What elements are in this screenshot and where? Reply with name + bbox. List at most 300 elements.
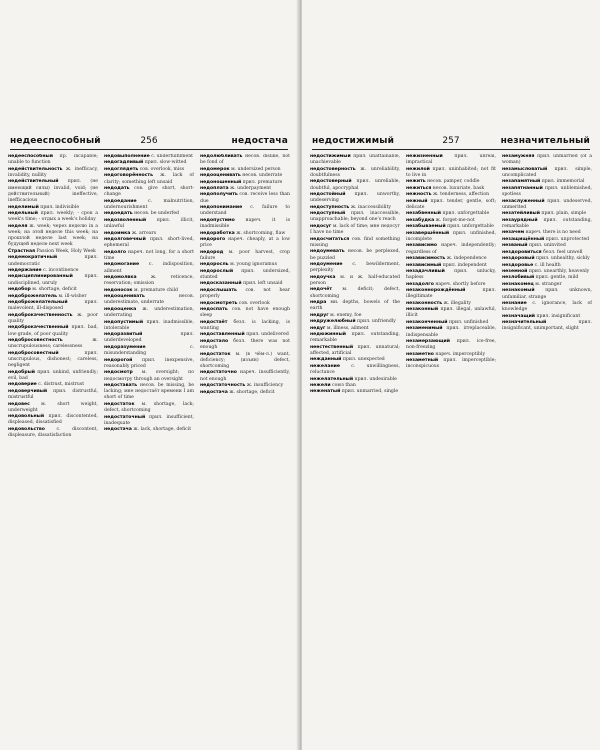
dictionary-entry bbox=[310, 262, 400, 275]
dictionary-entry bbox=[200, 231, 290, 237]
dictionary-entry bbox=[310, 377, 400, 383]
entry-headword: нежизненный bbox=[406, 154, 443, 159]
entry-headword: Страстная bbox=[8, 248, 36, 254]
entry-definition: с. underfulfilment bbox=[151, 154, 193, 159]
entry-definition: прил. unknown, unfamiliar, strange bbox=[502, 288, 592, 300]
dictionary-entry bbox=[104, 199, 194, 212]
dictionary-entry bbox=[406, 269, 496, 282]
entry-definition: ж. illegality bbox=[443, 300, 471, 306]
right-columns bbox=[310, 154, 592, 744]
entry-headword: недра bbox=[310, 300, 327, 305]
dictionary-entry bbox=[200, 192, 290, 205]
dictionary-entry bbox=[200, 154, 290, 167]
entry-headword: недоросль bbox=[200, 262, 229, 268]
entry-headword: незаслуженный bbox=[502, 198, 545, 204]
entry-definition: ж. inaccessibility bbox=[350, 204, 391, 210]
dictionary-entry bbox=[502, 179, 592, 185]
dictionary-entry bbox=[200, 173, 290, 179]
dictionary-entry bbox=[502, 263, 592, 269]
dictionary-entry bbox=[104, 370, 194, 383]
dictionary-entry bbox=[310, 167, 400, 180]
entry-headword: недорого bbox=[200, 236, 226, 242]
entry-headword: незнание bbox=[502, 300, 527, 306]
entry-headword: нежелание bbox=[310, 363, 340, 369]
entry-definition: несов. underestimate, underrate bbox=[104, 294, 194, 306]
entry-definition: сов. not have enough sleep bbox=[200, 307, 290, 319]
entry-definition: с. malnutrition, undernourishment bbox=[104, 198, 194, 210]
right-column-3 bbox=[502, 154, 592, 744]
entry-definition: м. enemy, foe bbox=[330, 312, 362, 318]
entry-definition: прил. unfinished, incomplete bbox=[406, 230, 496, 242]
entry-definition: пр. incapable; unable to function bbox=[8, 154, 98, 166]
entry-definition: прил. unearthly, heavenly bbox=[528, 268, 590, 274]
entry-definition: нареч. cheaply, at a low price bbox=[200, 236, 290, 249]
dictionary-entry bbox=[8, 255, 98, 268]
dictionary-entry bbox=[406, 154, 496, 167]
dictionary-entry bbox=[8, 427, 98, 440]
entry-definition: прил. undeserved, unmerited bbox=[502, 198, 592, 210]
dictionary-entry bbox=[8, 274, 98, 287]
dictionary-entry bbox=[406, 339, 496, 352]
entry-headword: недовольство bbox=[8, 426, 45, 432]
entry-definition: м. undersized person bbox=[231, 166, 281, 172]
entry-definition: м. lack of time; мне недосуг I have no time bbox=[310, 223, 400, 236]
entry-headword: недосуг bbox=[310, 223, 332, 229]
entry-definition: ж. arrears bbox=[131, 230, 157, 236]
entry-headword: недовольный bbox=[8, 414, 45, 420]
dictionary-entry bbox=[310, 319, 400, 325]
entry-headword: недоработка bbox=[200, 230, 235, 236]
entry-headword: недопустимый bbox=[104, 319, 144, 325]
entry-headword: незаметный bbox=[406, 358, 439, 364]
entry-headword: незадачливый bbox=[406, 268, 445, 274]
entry-definition: несов. luxuriate, bask bbox=[432, 185, 485, 191]
entry-definition: прил. weekly; - срок a week's time; - отдых a week's holiday bbox=[8, 211, 98, 223]
dictionary-entry bbox=[8, 351, 98, 370]
dictionary-entry bbox=[200, 390, 290, 396]
dictionary-entry bbox=[406, 282, 496, 288]
entry-definition: прил. independent bbox=[442, 262, 487, 268]
left-running-head bbox=[10, 133, 288, 150]
entry-headword: недобрый bbox=[8, 369, 36, 375]
dictionary-entry bbox=[8, 414, 98, 427]
entry-definition: безл. is lacking, is wanting bbox=[200, 319, 290, 331]
entry-headword: недолго bbox=[104, 249, 127, 255]
dictionary-entry bbox=[200, 301, 290, 307]
entry-headword: недоступный bbox=[310, 211, 346, 217]
dictionary-entry bbox=[502, 154, 592, 167]
entry-headword: незамерзающий bbox=[406, 339, 450, 344]
dictionary-entry bbox=[502, 230, 592, 236]
entry-headword: недруг bbox=[310, 312, 329, 318]
entry-headword: неестественный bbox=[310, 344, 354, 350]
entry-headword: нездоровый bbox=[502, 256, 535, 262]
entry-headword: недействительный bbox=[8, 179, 59, 185]
entry-headword: недосмотр bbox=[104, 370, 133, 376]
entry-definition: ж. lack of clarity; something left unsaid bbox=[104, 173, 194, 185]
entry-headword: недород bbox=[200, 249, 224, 255]
entry-definition: сов. overlook bbox=[238, 300, 270, 306]
entry-headword: недоедать bbox=[104, 211, 133, 217]
entry-definition: прил. undesirable bbox=[354, 376, 397, 382]
right-page-number: 257 bbox=[442, 136, 460, 146]
entry-headword: недоставать bbox=[104, 382, 138, 388]
right-page bbox=[302, 0, 600, 750]
dictionary-entry bbox=[502, 320, 592, 333]
entry-headword: нежданный bbox=[310, 357, 342, 363]
entry-headword: незаконнорождённый bbox=[406, 288, 466, 294]
entry-definition: несов. pamper, coddle bbox=[427, 179, 480, 185]
entry-definition: ж. reticence, reservation; omission bbox=[104, 275, 194, 287]
entry-headword: нежелательный bbox=[310, 376, 354, 382]
entry-headword: недостаток bbox=[104, 401, 135, 407]
dictionary-entry bbox=[200, 250, 290, 263]
dictionary-entry bbox=[406, 358, 496, 371]
entry-headword: недобросовестность bbox=[8, 338, 63, 344]
entry-headword: недостижимый bbox=[310, 154, 351, 159]
entry-headword: нежность bbox=[406, 192, 432, 198]
entry-definition: прил. unworthy, undeserving bbox=[310, 192, 400, 204]
left-column-2 bbox=[104, 154, 194, 744]
dictionary-entry bbox=[502, 167, 592, 180]
entry-headword: недоверие bbox=[8, 382, 37, 388]
entry-definition: прил. irreplaceable, indispensable bbox=[406, 326, 496, 338]
entry-headword: недомогание bbox=[104, 262, 140, 268]
entry-definition: несов. dislike, not be fond of bbox=[200, 154, 290, 166]
entry-definition: м. premature child bbox=[133, 287, 178, 293]
dictionary-entry bbox=[104, 231, 194, 237]
dictionary-entry bbox=[310, 192, 400, 205]
entry-definition: ж. unreliability, doubtfulness bbox=[310, 166, 400, 178]
entry-definition: м. deficit; defect, shortcoming bbox=[310, 287, 400, 299]
entry-headword: нездоровье bbox=[502, 262, 534, 268]
dictionary-entry bbox=[502, 314, 592, 320]
entry-headword: недодать bbox=[104, 186, 130, 191]
entry-headword: незапамятный bbox=[502, 179, 541, 185]
entry-definition: ж. week; через неделю in a week; на этой неделе this week; на прошлой неделе last week; на будущей неделе next week bbox=[8, 223, 98, 248]
dictionary-entry bbox=[310, 237, 400, 250]
dictionary-entry bbox=[310, 211, 400, 224]
entry-headword: недоверчивый bbox=[8, 388, 48, 394]
entry-headword: недемократичный bbox=[8, 255, 58, 261]
entry-headword: нежели bbox=[310, 382, 331, 388]
entry-headword: недисциплинированный bbox=[8, 274, 73, 280]
entry-headword: недолговечный bbox=[104, 236, 146, 242]
entry-headword: недосчитаться bbox=[310, 236, 350, 242]
entry-definition: с. discontent, displeasure, dissatisfaction bbox=[8, 426, 98, 439]
entry-definition: ж. underpayment bbox=[230, 186, 272, 191]
dictionary-entry bbox=[310, 364, 400, 377]
entry-definition: прил. short-lived, ephemeral bbox=[104, 236, 194, 249]
entry-definition: м. ill-wisher bbox=[58, 293, 87, 299]
dictionary-entry bbox=[200, 167, 290, 173]
entry-headword: недоразвитый bbox=[104, 332, 143, 338]
entry-headword: незваный bbox=[502, 243, 528, 249]
dictionary-entry bbox=[200, 262, 290, 268]
entry-headword: незаурядный bbox=[502, 217, 538, 223]
entry-definition: м. poor harvest, crop failure bbox=[200, 249, 290, 261]
entry-definition: ж. tenderness, affection bbox=[432, 192, 490, 198]
entry-headword: недочёт bbox=[310, 287, 333, 293]
dictionary-entry bbox=[200, 281, 290, 287]
entry-definition: прил. ice-free, non-freezing bbox=[406, 339, 496, 351]
entry-definition: с. misunderstanding bbox=[104, 344, 194, 357]
entry-headword: недоставленный bbox=[200, 332, 245, 338]
entry-headword: недобросовестный bbox=[8, 350, 59, 356]
dictionary-entry bbox=[406, 167, 496, 180]
dictionary-entry bbox=[406, 263, 496, 269]
entry-headword: недоразумение bbox=[104, 344, 146, 350]
dictionary-entry bbox=[104, 345, 194, 358]
entry-headword: недостоверный bbox=[310, 179, 352, 185]
dictionary-entry bbox=[104, 262, 194, 275]
entry-headword: недоспать bbox=[200, 307, 228, 312]
dictionary-entry bbox=[8, 370, 98, 383]
entry-definition: прил. undelivered bbox=[246, 332, 289, 338]
entry-definition: прил. insufficient, inadequate bbox=[104, 414, 194, 426]
entry-headword: нежиться bbox=[406, 185, 432, 191]
entry-headword: недостача bbox=[200, 389, 228, 395]
dictionary-entry bbox=[8, 300, 98, 313]
dictionary-entry bbox=[104, 383, 194, 402]
dictionary-entry bbox=[406, 352, 496, 358]
entry-definition: с. ignorance, lack of knowledge bbox=[502, 300, 592, 313]
entry-definition: прил. unreliable, doubtful, apocryphal bbox=[310, 179, 400, 191]
entry-headword: недостаточный bbox=[104, 414, 146, 420]
dictionary-entry bbox=[406, 192, 496, 198]
dictionary-entry bbox=[502, 288, 592, 301]
entry-headword: недружелюбный bbox=[310, 319, 356, 325]
dictionary-entry bbox=[502, 275, 592, 281]
dictionary-entry bbox=[406, 307, 496, 320]
entry-headword: недоброкачественный bbox=[8, 325, 69, 331]
entry-headword: неделимый bbox=[8, 204, 39, 210]
dictionary-entry bbox=[502, 211, 592, 217]
entry-definition: с. bewilderment, perplexity bbox=[310, 261, 400, 274]
entry-headword: недогадливый bbox=[104, 160, 144, 166]
dictionary-entry bbox=[502, 301, 592, 314]
entry-headword: недостойный bbox=[310, 192, 346, 198]
dictionary-entry bbox=[8, 167, 98, 180]
right-running-head bbox=[312, 133, 590, 150]
dictionary-entry bbox=[8, 294, 98, 300]
dictionary-entry bbox=[406, 179, 496, 185]
entry-headword: незнакомец bbox=[502, 281, 534, 287]
entry-definition: м. shortage, lack; defect, shortcoming bbox=[104, 401, 194, 414]
entry-definition: безл. there was not enough bbox=[200, 338, 290, 351]
entry-definition: прил. unkind, unfriendly; evil, bad bbox=[8, 369, 98, 381]
entry-headword: нежить bbox=[406, 179, 426, 185]
entry-headword: незнакомый bbox=[502, 288, 535, 294]
entry-definition: нареч. it is inadmissible bbox=[200, 217, 290, 230]
entry-headword: незатейливый bbox=[502, 211, 540, 217]
right-head-first-word: недостижимый bbox=[312, 136, 395, 146]
entry-headword: нездоровиться bbox=[502, 249, 542, 255]
entry-headword: незначащий bbox=[502, 313, 536, 319]
entry-headword: незаконченный bbox=[406, 319, 448, 325]
entry-definition: прил. uninhabited; not fit to live in bbox=[406, 166, 496, 178]
dictionary-entry bbox=[8, 389, 98, 402]
entry-definition: прил. inaccessible, unapproachable; beyond one's reach bbox=[310, 211, 400, 223]
entry-headword: неделя bbox=[8, 223, 28, 229]
dictionary-entry bbox=[8, 205, 98, 211]
entry-definition: несов. underrate bbox=[242, 173, 283, 179]
dictionary-entry bbox=[310, 345, 400, 358]
entry-headword: независимость bbox=[406, 256, 446, 262]
entry-definition: прил. unscrupulous, dishonest; careless, negligent bbox=[8, 350, 98, 369]
dictionary-entry bbox=[200, 320, 290, 333]
entry-definition: несов. be perplexed, be puzzled bbox=[310, 249, 400, 261]
entry-headword: недостаточность bbox=[200, 383, 246, 389]
dictionary-entry bbox=[200, 269, 290, 282]
dictionary-entry bbox=[200, 332, 290, 338]
entry-headword: недоглядеть bbox=[104, 166, 139, 172]
entry-headword: неженатый bbox=[310, 389, 341, 395]
entry-headword: незлобивый bbox=[502, 275, 535, 281]
entry-definition: прил. unforgettable bbox=[447, 224, 494, 230]
entry-definition: м. short weight, underweight bbox=[8, 401, 98, 413]
dictionary-entry bbox=[104, 288, 194, 294]
entry-definition: прил. undemocratic bbox=[8, 255, 98, 267]
entry-headword: недоброжелательный bbox=[8, 300, 68, 305]
entry-headword: недослышать bbox=[200, 287, 237, 293]
entry-headword: независимо bbox=[406, 243, 438, 249]
entry-definition: прил. unfriendly bbox=[357, 319, 396, 325]
entry-headword: недомерок bbox=[200, 166, 230, 172]
entry-definition: с. indisposition, ailment bbox=[104, 262, 194, 274]
entry-definition: безл. feel unwell bbox=[543, 249, 583, 255]
entry-headword: незачем bbox=[502, 230, 525, 236]
dictionary-entry bbox=[406, 288, 496, 301]
dictionary-entry bbox=[104, 415, 194, 428]
dictionary-entry bbox=[502, 250, 592, 256]
dictionary-entry bbox=[502, 186, 592, 199]
entry-headword: недополучить bbox=[200, 192, 238, 198]
dictionary-entry bbox=[104, 186, 194, 199]
entry-headword: незаменимый bbox=[406, 326, 443, 332]
entry-definition: сов. receive less than due bbox=[200, 192, 290, 204]
entry-headword: незаметно bbox=[406, 351, 434, 357]
entry-definition: прил. undisciplined, unruly bbox=[8, 274, 98, 286]
entry-definition: прил. malevolent, ill-disposed bbox=[8, 300, 98, 312]
dictionary-entry bbox=[200, 288, 290, 301]
entry-headword: незабудка bbox=[406, 217, 435, 223]
dictionary-entry bbox=[310, 326, 400, 332]
dictionary-entry bbox=[8, 402, 98, 415]
entry-headword: недопонимание bbox=[200, 205, 243, 211]
entry-definition: прил. unhealthy, sickly bbox=[536, 256, 590, 262]
entry-headword: незапятнанный bbox=[502, 185, 543, 191]
entry-headword: недоброкачественность bbox=[8, 312, 73, 318]
entry-definition: Passion Week, Holy Week bbox=[36, 248, 96, 254]
entry-headword: недоплата bbox=[200, 186, 229, 191]
entry-definition: прил. plain, simple bbox=[541, 211, 587, 217]
entry-definition: нареч. there is no need bbox=[525, 230, 581, 236]
entry-definition: ж. poor quality bbox=[8, 312, 98, 324]
entry-headword: недомолвка bbox=[104, 275, 137, 280]
entry-definition: ж. lack, shortage, deficit bbox=[133, 427, 192, 433]
entry-headword: недоедание bbox=[104, 198, 137, 204]
entry-definition: нареч. independently; regardless of bbox=[406, 243, 496, 255]
entry-definition: прил. discontented, displeased, dissatisfied bbox=[8, 414, 98, 426]
entry-definition: прил. unprotected bbox=[545, 236, 590, 242]
entry-headword: недельный bbox=[8, 211, 38, 216]
dictionary-entry bbox=[406, 224, 496, 230]
dictionary-entry bbox=[8, 224, 98, 249]
dictionary-entry bbox=[200, 370, 290, 383]
entry-definition: м. illness, ailment bbox=[326, 325, 369, 331]
entry-definition: прил. unblemished, spotless bbox=[502, 185, 592, 198]
entry-definition: прил. unmarried (of a woman) bbox=[502, 154, 592, 166]
entry-headword: нежный bbox=[406, 198, 428, 204]
dictionary-entry bbox=[502, 218, 592, 231]
dictionary-entry bbox=[200, 383, 290, 389]
entry-definition: прил. unmarried, single bbox=[341, 389, 399, 395]
entry-definition: ж. unscrupulousness; carelessness bbox=[8, 338, 98, 350]
right-column-2 bbox=[406, 154, 496, 744]
entry-definition: ж. independence bbox=[446, 256, 487, 262]
entry-definition: прил. slow-witted bbox=[144, 160, 187, 166]
dictionary-entry bbox=[104, 250, 194, 263]
entry-definition: прил. unforgettable bbox=[442, 211, 490, 217]
left-head-first-word: недееспособный bbox=[10, 136, 101, 146]
entry-headword: недееспособный bbox=[8, 154, 53, 159]
entry-definition: прил. uninvited bbox=[528, 243, 566, 249]
entry-definition: с. ill health bbox=[534, 262, 561, 268]
dictionary-entry bbox=[200, 307, 290, 320]
entry-headword: недоучка bbox=[310, 274, 336, 280]
entry-definition: м. shortage, deficit bbox=[32, 287, 77, 293]
entry-definition: прил. outstanding, remarkable bbox=[502, 217, 592, 229]
entry-definition: прил. illegitimate bbox=[406, 288, 496, 300]
dictionary-entry bbox=[200, 205, 290, 218]
entry-definition: м. stranger bbox=[535, 281, 562, 287]
entry-definition: прил. unlucky, hapless bbox=[406, 268, 496, 281]
dictionary-entry bbox=[406, 199, 496, 212]
entry-definition: прил. undersized, stunted bbox=[200, 268, 290, 280]
dictionary-entry bbox=[104, 275, 194, 288]
entry-definition: несов. be underfed bbox=[134, 211, 180, 217]
entry-definition: прил. bad, low-grade, of poor quality bbox=[8, 325, 98, 337]
dictionary-entry bbox=[406, 326, 496, 339]
entry-definition: прил. inadmissible, intolerable bbox=[104, 319, 194, 331]
dictionary-entry bbox=[104, 402, 194, 415]
entry-definition: прил. immemorial bbox=[541, 179, 585, 185]
dictionary-entry bbox=[406, 211, 496, 217]
entry-definition: ж. shortage, deficit bbox=[229, 389, 275, 395]
dictionary-entry bbox=[502, 243, 592, 249]
entry-definition: прил. illegal, unlawful, illicit bbox=[406, 307, 496, 319]
entry-headword: недовыполнение bbox=[104, 154, 150, 159]
entry-headword: недостоверность bbox=[310, 166, 356, 172]
dictionary-entry bbox=[310, 313, 400, 319]
entry-definition: прил. gentle, mild bbox=[535, 275, 579, 281]
dictionary-entry bbox=[8, 382, 98, 388]
entry-definition: прил. unnatural; affected, artificial bbox=[310, 344, 400, 356]
left-column-3 bbox=[200, 154, 290, 744]
entry-definition: прил. (не имеющий силы) invalid, void; (не действительный) ineffective, inefficacious bbox=[8, 179, 98, 204]
dictionary-entry bbox=[200, 237, 290, 250]
entry-headword: незначительный bbox=[502, 320, 547, 326]
dictionary-entry bbox=[502, 199, 592, 212]
entry-definition: нареч. imperceptibly bbox=[435, 351, 486, 357]
dictionary-entry bbox=[104, 427, 194, 433]
entry-headword: недооценивать bbox=[200, 173, 241, 179]
dictionary-entry bbox=[200, 352, 290, 371]
dictionary-entry bbox=[310, 154, 400, 167]
entry-headword: недоношенный bbox=[200, 179, 242, 185]
entry-headword: нежилой bbox=[406, 166, 430, 172]
